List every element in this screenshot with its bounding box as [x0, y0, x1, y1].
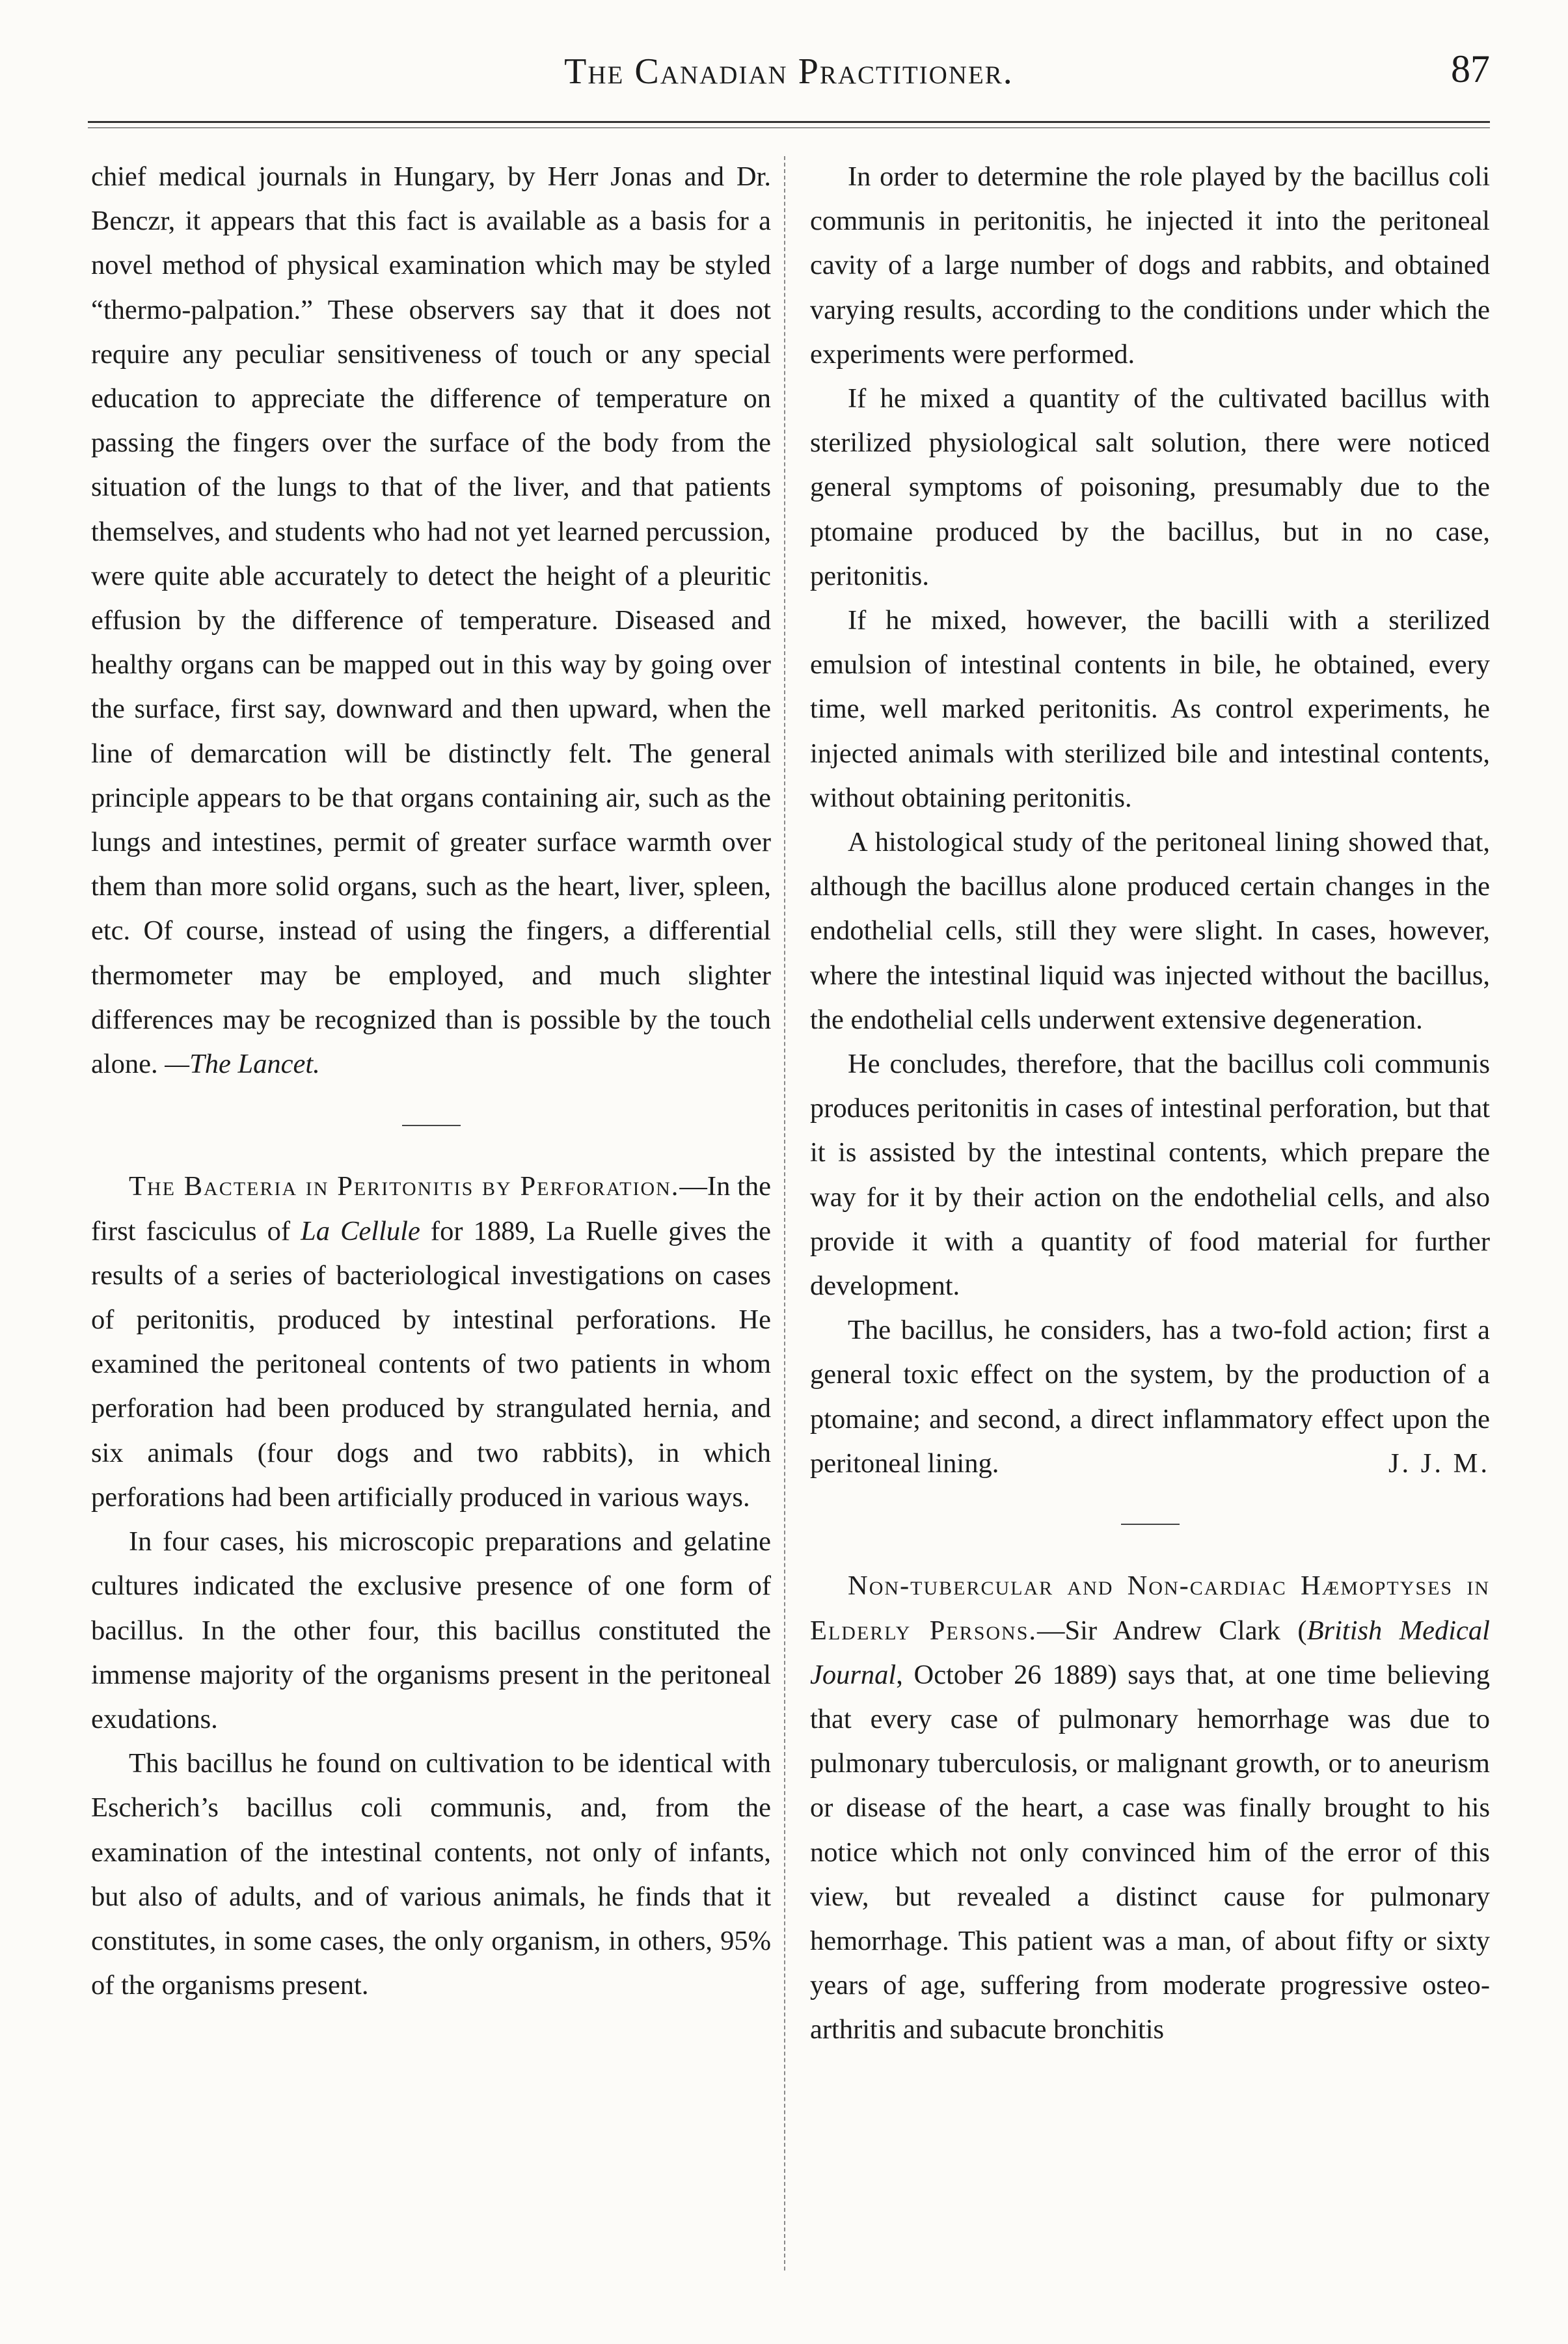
paragraph-text: —In the first fasciculus of — [91, 1171, 772, 1246]
paragraph: If he mixed, however, the bacilli with a sterilized emulsion of intestinal contents in bile, he obtained, every time, well marked peritonitis. As control experiments, he injected animals with sterilized bile and intestinal contents, without obtaining peritonitis. — [810, 605, 1490, 813]
running-header — [88, 47, 1490, 109]
paragraph-text: , October 26 1889) says that, at one time believing that every case of pulmonary hemorrhage was due to pulmonary tuberculosis, or malignant growth, or to aneurism or disease of the heart, a case was finally brought to his notice which not only convinced him of the error of this view, but revealed a distinct cause for pulmonary hemorrhage. This patient was a man, of about fifty or sixty years of age, suffering from moderate progressive osteo-arthritis and subacute bronchitis — [810, 1659, 1490, 2045]
paragraph: A histological study of the peritoneal lining showed that, although the bacillus alone produced certain changes in the endothelial cells, still they were slight. In cases, however, where the intestinal liquid was injected without the bacillus, the endothelial cells underwent extensive degeneration. — [810, 827, 1490, 1035]
paragraph-text: The bacillus, he considers, has a two-fold action; first a general toxic effect on the system, by the production of a ptomaine; and second, a direct inflammatory effect upon the peritoneal lining. — [810, 1315, 1490, 1479]
paragraph: He concludes, therefore, that the bacillus coli communis produces peritonitis in cases of intestinal perforation, but that it is assisted by the intestinal contents, which prepare the way for it by their action on the endothelial cells, and also provide it with a quantity of food material for further development. — [810, 1049, 1490, 1302]
page-number: 87 — [1451, 47, 1490, 90]
paragraph: In four cases, his microscopic preparations and gelatine cultures indicated the exclusive presence of one form of bacillus. In the other four, this bacillus constituted the immense majority of the organisms present in the peritoneal exudations. — [91, 1526, 771, 1734]
paragraph — [810, 1308, 1490, 1486]
paragraph: This bacillus he found on cultivation to be identical with Escherich’s bacillus coli communis, and, from the examination of the intestinal contents, not only of infants, but also of adults, and of various animals, he finds that it constitutes, in some cases, the only organism, in others, 95% of the organisms present. — [91, 1748, 771, 2001]
section-separator — [91, 1101, 771, 1145]
source-citation: —The Lancet. — [165, 1049, 320, 1080]
bacteria-peritonitis-paragraph — [91, 1165, 771, 1520]
header-rule-top — [88, 121, 1490, 123]
journal-name: La Cellule — [301, 1215, 420, 1246]
author-signature: J. J. M. — [1388, 1448, 1490, 1479]
paragraph-text: —Sir Andrew Clark ( — [1037, 1615, 1307, 1646]
paragraph-text: for 1889, La Ruelle gives the results of a series of bacteriological investigations on cases of peritonitis, produced by intestinal perforations. He examined the peritoneal contents of two patients in whom perforation had been produced by strangulated hernia, and six animals (four dogs and two rabbits), in which perforations had been artificially produced in various ways. — [91, 1215, 771, 1513]
paragraph-text: chief medical journals in Hungary, by Herr Jonas and Dr. Benczr, it appears that this fact is available as a basis for a novel method of physical examination which may be styled “thermo-palpation.” These observers say that it does not require any peculiar sensitiveness of touch or any special education to appreciate the difference of temperature on passing the fingers over the surface of the body from the situation of the lungs to that of the liver, and that patients themselves, and students who had not yet learned percussion, were quite able accurately to detect the height of a pleuritic effusion by the difference of temperature. Diseased and healthy organs can be mapped out in this way by going over the surface, first say, downward and then upward, when the line of demarcation will be distinctly felt. The general principle appears to be that organs containing air, such as the lungs and intestines, permit of greater surface warmth over them than more solid organs, such as the heart, liver, spleen, etc. Of course, instead of using the fingers, a differential thermometer may be employed, and much slighter differences may be recognized than is possible by the touch alone. — [91, 161, 771, 1080]
column-divider — [784, 156, 785, 2270]
journal-name: British Medical Journal — [810, 1615, 1490, 1690]
left-column — [91, 155, 771, 2008]
section-title: The Bacteria in Peritonitis by Perforation. — [129, 1171, 680, 1202]
thermo-palpation-paragraph — [91, 155, 771, 1086]
paragraph: If he mixed a quantity of the cultivated bacillus with sterilized physiological salt solution, there were noticed general symptoms of poisoning, presumably due to the ptomaine produced by the bacillus, but in no case, peritonitis. — [810, 383, 1490, 591]
paragraph: In order to determine the role played by the bacillus coli communis in peritonitis, he injected it into the peritoneal cavity of a large number of dogs and rabbits, and obtained varying results, according to the conditions under which the experiments were performed. — [810, 161, 1490, 370]
haemoptyses-paragraph — [810, 1564, 1490, 2052]
section-separator — [810, 1500, 1490, 1544]
section-title: Non-tubercular and Non-cardiac Hæmoptyses in Elderly Persons. — [810, 1570, 1490, 1646]
right-column — [810, 155, 1490, 2053]
journal-title: The Canadian Practitioner. — [564, 51, 1014, 92]
